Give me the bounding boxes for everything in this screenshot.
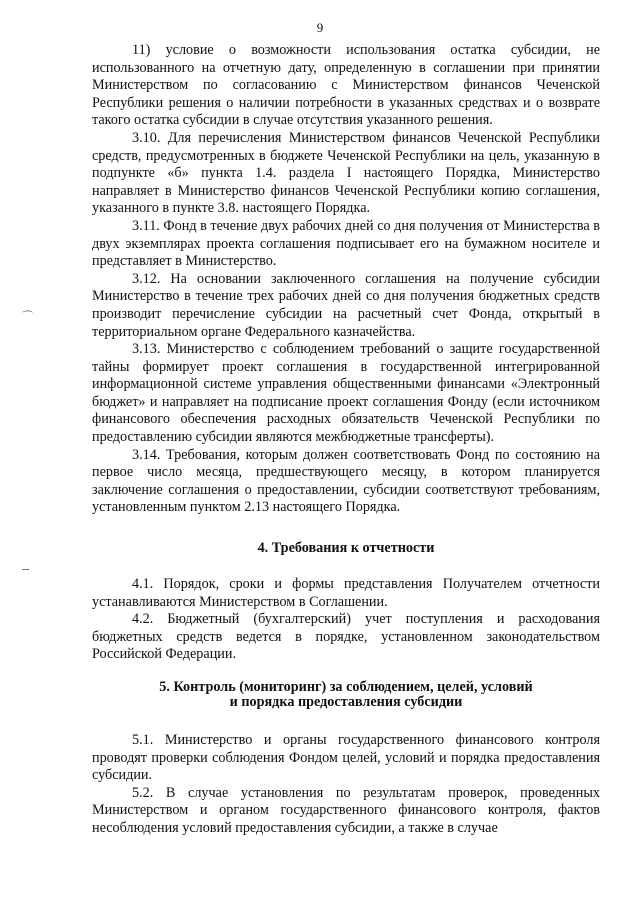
paragraph-4-2: 4.2. Бюджетный (бухгалтерский) учет поступления и расходования бюджетных средств ведется в порядке, установленном законодательством Российской Федерации. xyxy=(92,611,600,663)
paragraph-3-14: 3.14. Требования, которым должен соответствовать Фонд по состоянию на первое число месяца, предшествующего месяцу, в котором планируется заключение соглашения о предоставлении, субсидии соответствуют требованиям, установленным пунктом 2.13 настоящего Порядка. xyxy=(92,446,600,516)
margin-mark: -- xyxy=(22,563,30,575)
paragraph-3-13: 3.13. Министерство с соблюдением требований о защите государственной тайны формирует проект соглашения в государственной интегрированной информационной системе управления общественными финансами «Электронный бюджет» и направляет на подписание проект соглашения Фонду (если источником финансового обеспечения расходных обязательств Чеченской Республики по предоставлению субсидии являются межбюджетные трансферты). xyxy=(92,341,600,446)
section-4-heading: 4. Требования к отчетности xyxy=(257,540,435,557)
paragraph-3-11: 3.11. Фонд в течение двух рабочих дней со дня получения от Министерства в двух экземплярах проекта соглашения подписывает его на бумажном носителе и представляет в Министерство. xyxy=(92,217,600,270)
paragraph-3-12: 3.12. На основании заключенного соглашения на получение субсидии Министерство в течение трех рабочих дней со дня получения бюджетных средств производит перечисление субсидии на расчетный счет Фонда, открытый в территориальном органе Федерального казначейства. xyxy=(92,270,600,340)
section-5-heading-line1: 5. Контроль (мониторинг) за соблюдением, целей, условий xyxy=(159,679,533,695)
section-5-heading-line2: и порядка предоставления субсидии xyxy=(229,694,463,710)
margin-mark: ⌒ xyxy=(22,311,33,323)
page-number: 9 xyxy=(316,20,324,35)
paragraph-3-10: 3.10. Для перечисления Министерством финансов Чеченской Республики средств, предусмотренных в бюджете Чеченской Республики на цель, указанную в подпункте «б» пункта 1.4. раздела I настоящего Порядка, Министерство направляет в Министерство финансов Чеченской Республики копию соглашения, указанного в пункте 3.8. настоящего Порядка. xyxy=(92,129,600,217)
paragraph-11: 11) условие о возможности использования остатка субсидии, не использованного на отчетную дату, определенную в соглашении при принятии Министерством по согласованию с Министерством финансов Чеченской Республики решения о наличии потребности в указанных средствах и о возврате такого остатка субсидии в случае отсутствия указанного решения. xyxy=(92,42,600,129)
section-5-heading xyxy=(92,680,600,710)
document-body xyxy=(92,42,600,838)
paragraph-5-1: 5.1. Министерство и органы государственного финансового контроля проводят проверки соблюдения Фондом целей, условий и порядка предоставления субсидии. xyxy=(92,732,600,784)
paragraph-5-2: 5.2. В случае установления по результатам проверок, проведенных Министерством и органом государственного финансового контроля, фактов несоблюдения условий предоставления субсидии, а также в случае xyxy=(92,784,600,836)
paragraph-4-1: 4.1. Порядок, сроки и формы представления Получателем отчетности устанавливаются Министерством в Соглашении. xyxy=(92,576,600,610)
